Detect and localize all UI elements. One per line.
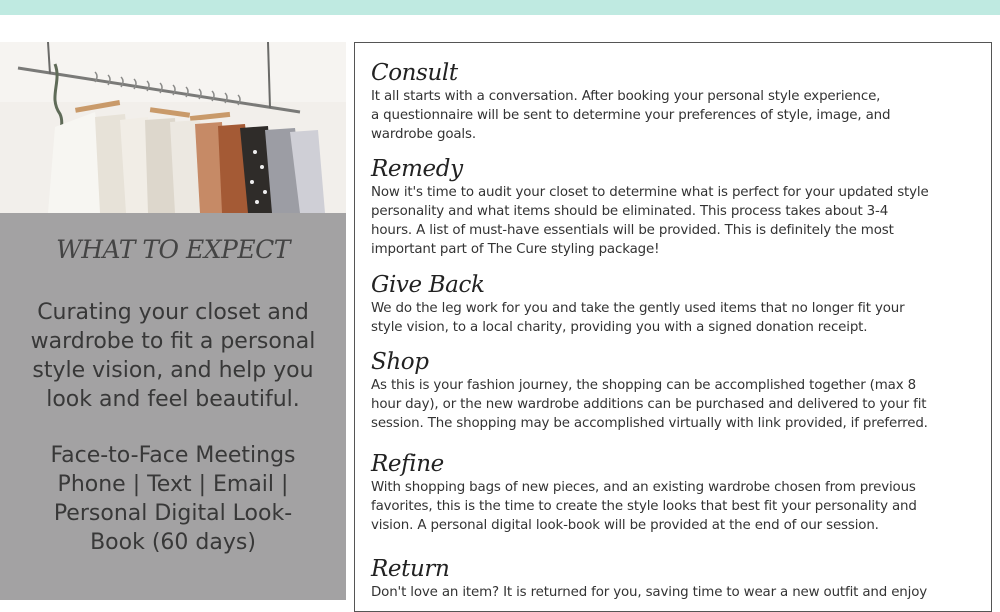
step-text-line: favorites, this is the time to create the style looks that best fit your personality and (371, 499, 917, 514)
step-title: Return (371, 556, 450, 582)
step-text-line: It all starts with a conversation. After booking your personal style experience, (371, 89, 881, 104)
what-to-expect-panel (0, 42, 346, 600)
step-return (371, 555, 981, 602)
expect-services (20, 441, 326, 557)
expect-description-line: style vision, and help you (32, 358, 314, 383)
step-title: Remedy (371, 156, 463, 182)
step-text-line: style vision, to a local charity, providing you with a signed donation receipt. (371, 320, 868, 335)
expect-description-line: Curating your closet and (37, 300, 309, 325)
step-remedy (371, 155, 981, 259)
step-text-line: Now it's time to audit your closet to determine what is perfect for your updated style (371, 185, 929, 200)
services-line: Personal Digital Look- (53, 501, 293, 526)
expect-description-line: look and feel beautiful. (46, 387, 300, 412)
services-line: Face-to-Face Meetings (50, 443, 296, 468)
expect-description (20, 298, 326, 414)
step-give-back (371, 271, 981, 337)
step-text-line: With shopping bags of new pieces, and an existing wardrobe chosen from previous (371, 480, 916, 495)
step-text-line: wardrobe goals. (371, 127, 476, 142)
step-title: Give Back (371, 272, 485, 298)
step-refine (371, 450, 981, 535)
step-text-line: Don't love an item? It is returned for you, saving time to wear a new outfit and enjoy (371, 585, 928, 600)
clothing-rack-photo (0, 42, 346, 213)
expect-description-line: wardrobe to fit a personal (30, 329, 316, 354)
step-text-line: personality and what items should be eliminated. This process takes about 3-4 (371, 204, 889, 219)
step-text-line: As this is your fashion journey, the shopping can be accomplished together (max 8 (371, 378, 916, 393)
step-consult (371, 59, 981, 144)
clothing-rack-image (0, 42, 346, 213)
step-shop (371, 348, 981, 433)
step-title: Shop (371, 349, 429, 375)
services-line: Book (60 days) (90, 530, 256, 555)
step-text-line: We do the leg work for you and take the gently used items that no longer fit your (371, 301, 905, 316)
step-text-line: vision. A personal digital look-book will be provided at the end of our session. (371, 518, 879, 533)
process-steps-card (354, 42, 992, 612)
step-text-line: session. The shopping may be accomplished virtually with link provided, if preferred. (371, 416, 928, 431)
services-line: Phone | Text | Email | (57, 472, 289, 497)
top-color-band (0, 0, 1000, 15)
step-text-line: important part of The Cure styling package! (371, 242, 660, 257)
step-title: Consult (371, 60, 458, 86)
step-text-line: hour day), or the new wardrobe additions can be purchased and delivered to your fit (371, 397, 927, 412)
step-text-line: a questionnaire will be sent to determine your preferences of style, image, and (371, 108, 891, 123)
step-text-line: hours. A list of must-have essentials will be provided. This is definitely the most (371, 223, 894, 238)
what-to-expect-heading: WHAT TO EXPECT (56, 235, 290, 264)
step-title: Refine (371, 451, 444, 477)
